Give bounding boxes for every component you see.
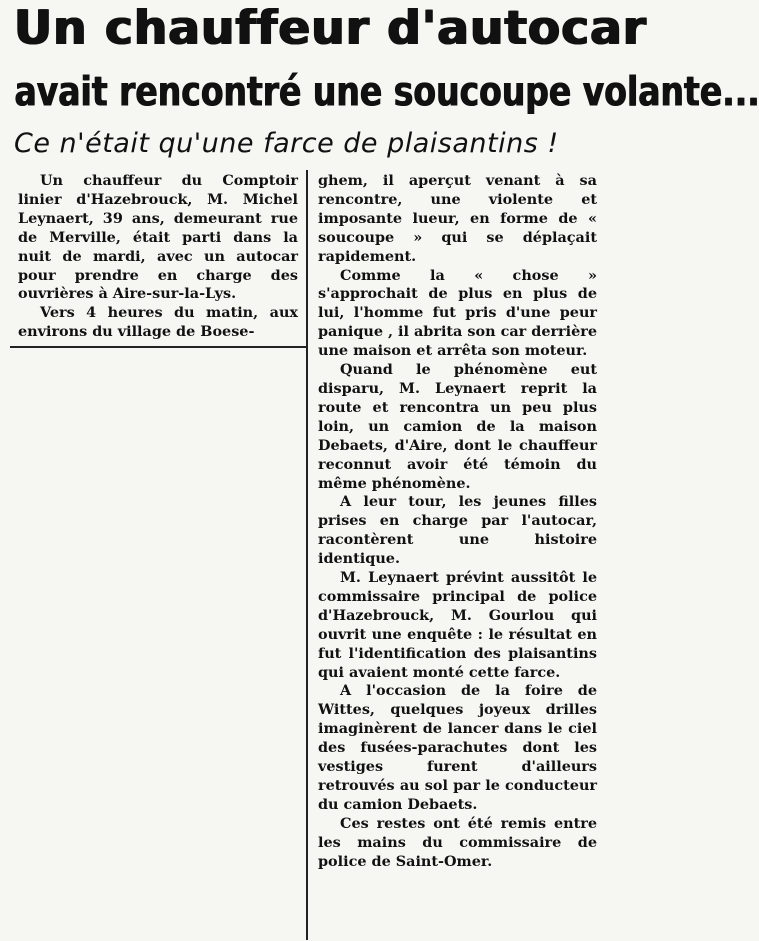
column-rule-horizontal [10, 346, 306, 348]
paragraph: Quand le phénomène eut disparu, M. Leynaert reprit la route et rencontra un peu plus loin, un camion de la maison Debaets, d'Aire, dont le chauffeur reconnut avoir été témoin du même phénomène. [318, 361, 597, 492]
paragraph: M. Leynaert prévint aussitôt le commissaire principal de police d'Hazebrouck, M. Gourlou qui ouvrit une enquête : le résultat en fut l'identification des plaisantins qui avaient monté cette farce. [318, 569, 597, 681]
paragraph: A leur tour, les jeunes filles prises en charge par l'autocar, racontèrent une histoire identique. [318, 493, 597, 568]
paragraph: Un chauffeur du Comptoir linier d'Hazebrouck, M. Michel Leynaert, 39 ans, demeurant rue de Merville, était parti dans la nuit de mardi, avec un autocar pour prendre en charge des ouvrières à Aire-sur-la-Lys. [18, 172, 298, 303]
paragraph: Comme la « chose » s'approchait de plus en plus de lui, l'homme fut pris d'une peur panique , il abrita son car derrière une maison et arrêta son moteur. [318, 266, 597, 360]
paragraph: Vers 4 heures du matin, aux environs du village de Boese- [18, 304, 298, 341]
column-rule-vertical [306, 170, 308, 940]
article-column-1 [18, 172, 298, 342]
paragraph: ghem, il aperçut venant à sa rencontre, une violente et imposante lueur, en forme de « soucoupe » qui se déplaçait rapidement. [318, 172, 597, 265]
subheadline: Ce n'était qu'une farce de plaisantins ! [14, 128, 559, 159]
paragraph: Ces restes ont été remis entre les mains du commissaire de police de Saint-Omer. [318, 814, 597, 870]
headline-main: Un chauffeur d'autocar [14, 1, 647, 56]
paragraph: A l'occasion de la foire de Wittes, quelques joyeux drilles imaginèrent de lancer dans le ciel des fusées-parachutes dont les vestiges furent d'ailleurs retrouvés au sol par le conducteur du camion Debaets. [318, 682, 597, 813]
headline-second-line: avait rencontré une soucoupe volante... [14, 66, 759, 116]
article-column-2 [318, 172, 597, 872]
